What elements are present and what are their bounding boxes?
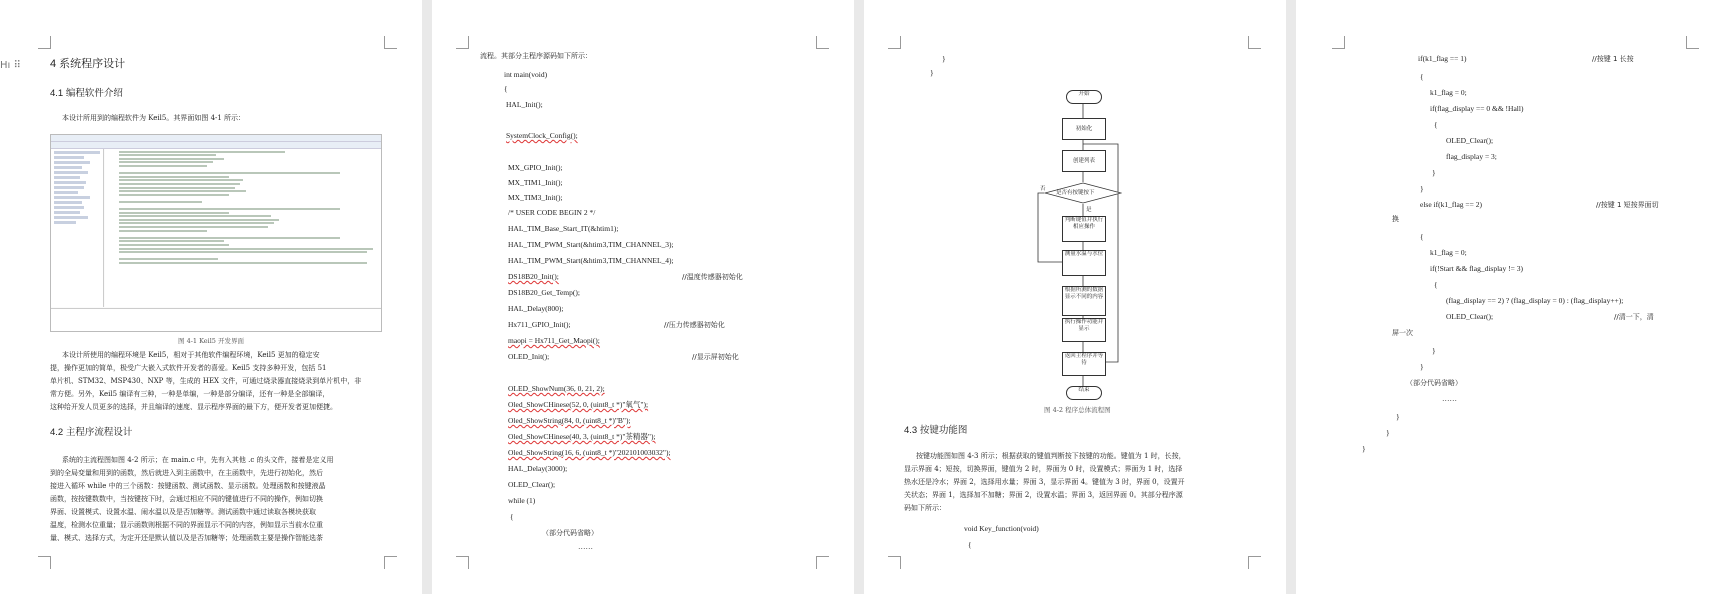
- code-line: }: [1420, 362, 1424, 371]
- code-line: if(!Start && flag_display != 3): [1430, 264, 1523, 273]
- flow-step: 判断键值并执行相应操作: [1062, 216, 1106, 242]
- code-line: OLED_Clear();: [1446, 312, 1494, 321]
- paragraph-line: 本设计所使用的编程环境是 Keil5，相对于其他软件编程环境，Keil5 更加的稳定安: [62, 351, 320, 359]
- code-note: （部分代码省略）: [1406, 379, 1462, 387]
- code-line: HAL_Delay(800);: [508, 304, 564, 313]
- flow-step: 返回主程序并等待: [1062, 352, 1106, 376]
- code-line: {: [1434, 120, 1438, 129]
- paragraph-line: 函数，按按键数数中，当按键按下时，会通过相应不同的键值进行不同的操作，例如切换: [50, 495, 323, 503]
- code-comment: //清一下，清: [1614, 313, 1654, 321]
- code-line: MX_TIM3_Init();: [508, 193, 563, 202]
- flow-yes-label: 是: [1086, 207, 1092, 213]
- flow-step: 测量水温与水位: [1062, 250, 1106, 276]
- code-brace: }: [1386, 428, 1390, 437]
- toolbar: [51, 142, 381, 149]
- code-line: MX_GPIO_Init();: [508, 163, 563, 172]
- document-page-1: [0, 0, 422, 594]
- paragraph-line: 接进入循环 while 中的三个函数：按键函数、测试函数、显示函数。处理函数和按键液晶: [50, 482, 326, 490]
- flow-decision-label: 是否有按键按下: [1056, 190, 1095, 196]
- figure-caption: 图 4-1 Keil5 开发界面: [178, 337, 244, 345]
- code-comment-wrap: 换: [1392, 215, 1399, 223]
- crop-mark: [384, 556, 397, 569]
- flow-create-list: 创建列表: [1062, 150, 1106, 172]
- code-line: HAL_Delay(3000);: [508, 464, 568, 473]
- paragraph-line: 单片机、STM32、MSP430、NXP 等，生成的 HEX 文件，可通过烧录器直接烧录到单片机中，非: [50, 377, 362, 385]
- code-line: Hx711_GPIO_Init();: [508, 320, 571, 329]
- flow-no-label: 否: [1040, 186, 1046, 192]
- paragraph-line: 这种给开发人员更多的选择，并且编译的速度、显示程序界面的最下方，便开发者更加便捷。: [50, 403, 337, 411]
- paragraph-line: 按键功能图如图 4-3 所示；根据获取的键值判断按下按键的功能。键值为 1 时，长按，: [916, 452, 1186, 460]
- crop-mark: [38, 36, 51, 49]
- code-ellipsis: ……: [1442, 394, 1457, 403]
- code-comment: //按键 1 长按: [1592, 55, 1634, 63]
- code-line: /* USER CODE BEGIN 2 */: [508, 208, 596, 217]
- paragraph-line: 热水还是冷水；界面 2，选择用水量；界面 3，显示界面 4。键值为 3 时，界面 0，设置开: [904, 478, 1185, 486]
- code-brace: }: [1362, 444, 1366, 453]
- section-heading: 4.2 主程序流程设计: [50, 427, 133, 438]
- code-line: SystemClock_Config();: [506, 131, 578, 140]
- paragraph-line: 系统的主流程图如图 4-2 所示；在 main.c 中，先有入其他 .c 的头文件，接着是定义用: [62, 456, 334, 464]
- paragraph-line: 量、模式、选择方式，为定开还是默认值以及是否加糖等；处理函数主要是操作智能选茶: [50, 534, 323, 542]
- code-line: DS18B20_Get_Temp();: [508, 288, 580, 297]
- crop-mark: [38, 556, 51, 569]
- crop-mark: [384, 36, 397, 49]
- flow-step: 根据所测的数据显示不同的内容: [1062, 286, 1106, 316]
- paragraph-line: 到的全局变量和用到的函数，然后就进入到主函数中，在主函数中，先进行初始化，然后: [50, 469, 323, 477]
- document-page-2: [432, 0, 854, 594]
- document-page-4: [1296, 0, 1712, 594]
- code-line: (flag_display == 2) ? (flag_display = 0) : (flag_display++);: [1446, 296, 1624, 305]
- code-line: HAL_TIM_PWM_Start(&htim3,TIM_CHANNEL_3);: [508, 240, 674, 249]
- code-line: }: [1432, 168, 1436, 177]
- code-line: flag_display = 3;: [1446, 152, 1497, 161]
- section-heading: 4.3 按键功能图: [904, 425, 968, 436]
- code-line: if(k1_flag == 1): [1418, 54, 1467, 63]
- menu-bar: [51, 135, 381, 142]
- code-brace: }: [1396, 412, 1400, 421]
- project-tree: [51, 149, 104, 307]
- code-line: MX_TIM1_Init();: [508, 178, 563, 187]
- code-line: Oled_ShowString(16, 6, (uint8_t *)"202101003032");: [508, 448, 671, 457]
- section-heading: 4.1 编程软件介绍: [50, 88, 123, 99]
- paragraph-line: 提，操作更加的简单，极受广大嵌入式软件开发者的喜爱。Keil5 支持多种开发，包括 51: [50, 364, 327, 372]
- code-line: OLED_Init();: [508, 352, 550, 361]
- code-line: void Key_function(void): [964, 524, 1039, 533]
- code-line: {: [504, 84, 508, 93]
- code-line: }: [1432, 346, 1436, 355]
- code-line: HAL_Init();: [506, 100, 543, 109]
- code-line: k1_flag = 0;: [1430, 88, 1467, 97]
- crop-mark: [1686, 36, 1699, 49]
- code-ellipsis: ……: [578, 542, 593, 551]
- crop-mark: [816, 36, 829, 49]
- code-line: HAL_TIM_Base_Start_IT(&htim1);: [508, 224, 619, 233]
- code-note: （部分代码省略）: [542, 529, 598, 537]
- code-line: DS18B20_Init();: [508, 272, 559, 281]
- flow-step: 执行操作功能并显示: [1062, 318, 1106, 342]
- code-line: int main(void): [504, 70, 548, 79]
- code-comment: //压力传感器初始化: [664, 321, 725, 329]
- code-line: {: [1434, 280, 1438, 289]
- paragraph-line: 温度，检测水位重量；显示函数则根据不同的界面显示不同的内容，例如显示当前水位重: [50, 521, 323, 529]
- code-line: Oled_ShowCHinese(40, 3, (uint8_t *)"茶精器");: [508, 432, 656, 441]
- code-line: {: [1420, 72, 1424, 81]
- paragraph-line: 关状态；界面 1，选择加不加糖；界面 2，设置水温；界面 3，返回界面 0。其部分程序源: [904, 491, 1183, 499]
- paragraph: 流程。其部分主程序源码如下所示：: [480, 52, 592, 60]
- code-line: k1_flag = 0;: [1430, 248, 1467, 257]
- code-line: OLED_Clear();: [508, 480, 556, 489]
- code-comment-wrap: 屏一次: [1392, 329, 1413, 337]
- code-line: OLED_ShowNum(36, 0, 21, 2);: [508, 384, 605, 393]
- flow-end: 结束: [1066, 386, 1102, 400]
- code-brace: }: [930, 68, 934, 77]
- paragraph-line: 码如下所示：: [904, 504, 946, 512]
- code-line: maopi = Hx711_Get_Maopi();: [508, 336, 600, 345]
- code-line: while (1): [508, 496, 536, 505]
- keil5-screenshot: [50, 134, 382, 332]
- drag-handle-icon[interactable]: Hı ⠿: [0, 60, 21, 71]
- code-line: {: [510, 512, 514, 521]
- code-line: HAL_TIM_PWM_Start(&htim3,TIM_CHANNEL_4);: [508, 256, 674, 265]
- flow-init: 初始化: [1062, 118, 1106, 140]
- crop-mark: [816, 556, 829, 569]
- build-output: [51, 308, 381, 331]
- code-line: {: [968, 540, 972, 549]
- code-editor: [105, 149, 381, 307]
- code-line: Oled_ShowString(84, 0, (uint8_t *)"B");: [508, 416, 631, 425]
- code-comment: //温度传感器初始化: [682, 273, 743, 281]
- code-line: OLED_Clear();: [1446, 136, 1494, 145]
- flow-start: 开始: [1066, 90, 1102, 104]
- paragraph-line: 显示界面 4；短按，切换界面，键值为 2 时，界面为 0 时，设置模式；界面为 1 时，选择: [904, 465, 1183, 473]
- document-page-3: [864, 0, 1286, 594]
- crop-mark: [456, 36, 469, 49]
- code-comment: //按键 1 短按界面切: [1596, 201, 1659, 209]
- code-brace: }: [942, 54, 946, 63]
- paragraph-line: 界面、设置模式、设置水温、闹水温以及是否加糖等。测试函数中通过读取各模块获取: [50, 508, 316, 516]
- code-line: {: [1420, 232, 1424, 241]
- paragraph: 本设计所用到的编程软件为 Keil5。其界面如图 4-1 所示：: [62, 114, 246, 122]
- crop-mark: [1332, 36, 1345, 49]
- code-line: Oled_ShowCHinese(52, 0, (uint8_t *)"氧气");: [508, 400, 649, 409]
- paragraph-line: 常方便。另外，Keil5 编译有三种，一种是单编，一种是部分编译，还有一种是全部编译，: [50, 390, 330, 398]
- crop-mark: [456, 556, 469, 569]
- figure-caption: 图 4-2 程序总体流程图: [1044, 406, 1111, 414]
- code-line: }: [1420, 184, 1424, 193]
- chapter-heading: 4 系统程序设计: [50, 58, 126, 70]
- code-comment: //显示屏初始化: [692, 353, 739, 361]
- code-line: if(flag_display == 0 && !Hall): [1430, 104, 1524, 113]
- code-line: else if(k1_flag == 2): [1420, 200, 1482, 209]
